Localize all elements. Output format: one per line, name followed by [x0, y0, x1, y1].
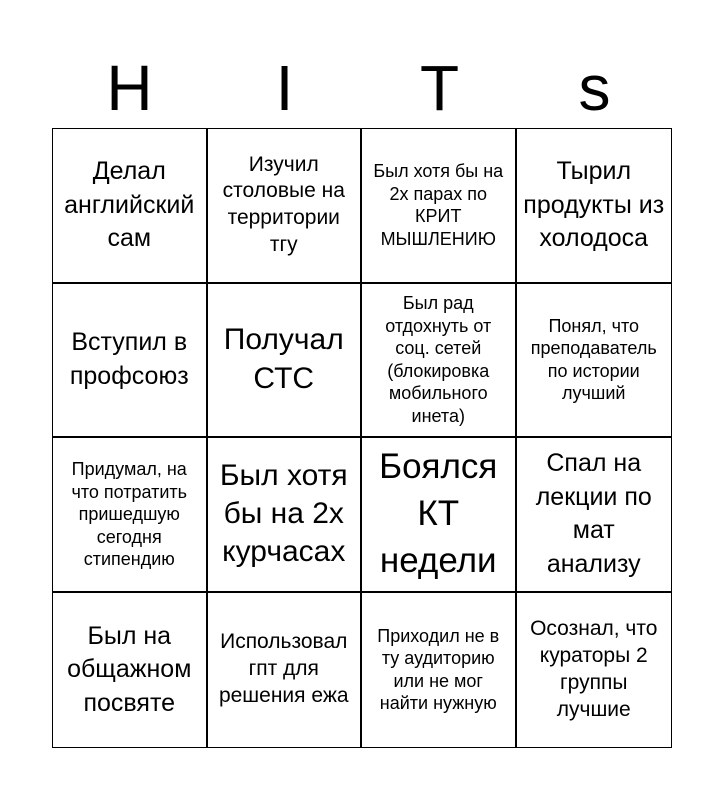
cell-label: Делал английский сам [64, 157, 195, 252]
bingo-cell[interactable] [53, 593, 208, 748]
bingo-board [52, 128, 672, 748]
bingo-cell[interactable] [517, 129, 672, 284]
bingo-cell[interactable] [362, 129, 517, 284]
cell-label: Приходил не в ту аудиторию или не мог найти нужную [377, 625, 500, 714]
cell-label: Был хотя бы на 2х курчасах [219, 458, 348, 569]
bingo-cell[interactable] [362, 284, 517, 439]
bingo-cell[interactable] [208, 284, 363, 439]
bingo-cell[interactable] [362, 593, 517, 748]
title-letter-h: H [106, 52, 153, 124]
bingo-cell[interactable] [517, 438, 672, 593]
title-letter-t: T [419, 52, 460, 124]
title-letter-i: I [275, 52, 294, 124]
bingo-cell[interactable] [53, 284, 208, 439]
cell-label: Тырил продукты из холодоса [523, 157, 665, 252]
bingo-cell[interactable] [208, 438, 363, 593]
cell-label: Был рад отдохнуть от соц. сетей (блокировка мобильного инета) [385, 293, 492, 426]
bingo-cell[interactable] [362, 438, 517, 593]
cell-label: Изучил столовые на территории тгу [222, 152, 345, 257]
title-letter-s: s [578, 52, 611, 124]
cell-label: Вступил в профсоюз [69, 328, 189, 390]
bingo-cell[interactable] [208, 129, 363, 284]
bingo-cell[interactable] [53, 129, 208, 284]
bingo-cell[interactable] [208, 593, 363, 748]
cell-label: Был хотя бы на 2х парах по КРИТ МЫШЛЕНИЮ [373, 161, 504, 249]
cell-label: Получал СТС [223, 323, 344, 395]
cell-label: Придумал, на что потратить пришедшую сегодня стипендию [71, 459, 188, 569]
bingo-cell[interactable] [517, 593, 672, 748]
cell-label: Спал на лекции по мат анализу [535, 449, 652, 578]
bingo-cell[interactable] [517, 284, 672, 439]
cell-label: Был на общажном посвяте [67, 621, 192, 717]
cell-label: Боялся КТ недели [379, 446, 498, 580]
cell-label: Использовал гпт для решения ежа [218, 630, 349, 708]
bingo-cell[interactable] [53, 438, 208, 593]
cell-label: Понял, что преподаватель по истории лучший [530, 315, 657, 404]
bingo-title [52, 48, 672, 128]
cell-label: Осознал, что кураторы 2 группы лучшие [530, 617, 658, 721]
